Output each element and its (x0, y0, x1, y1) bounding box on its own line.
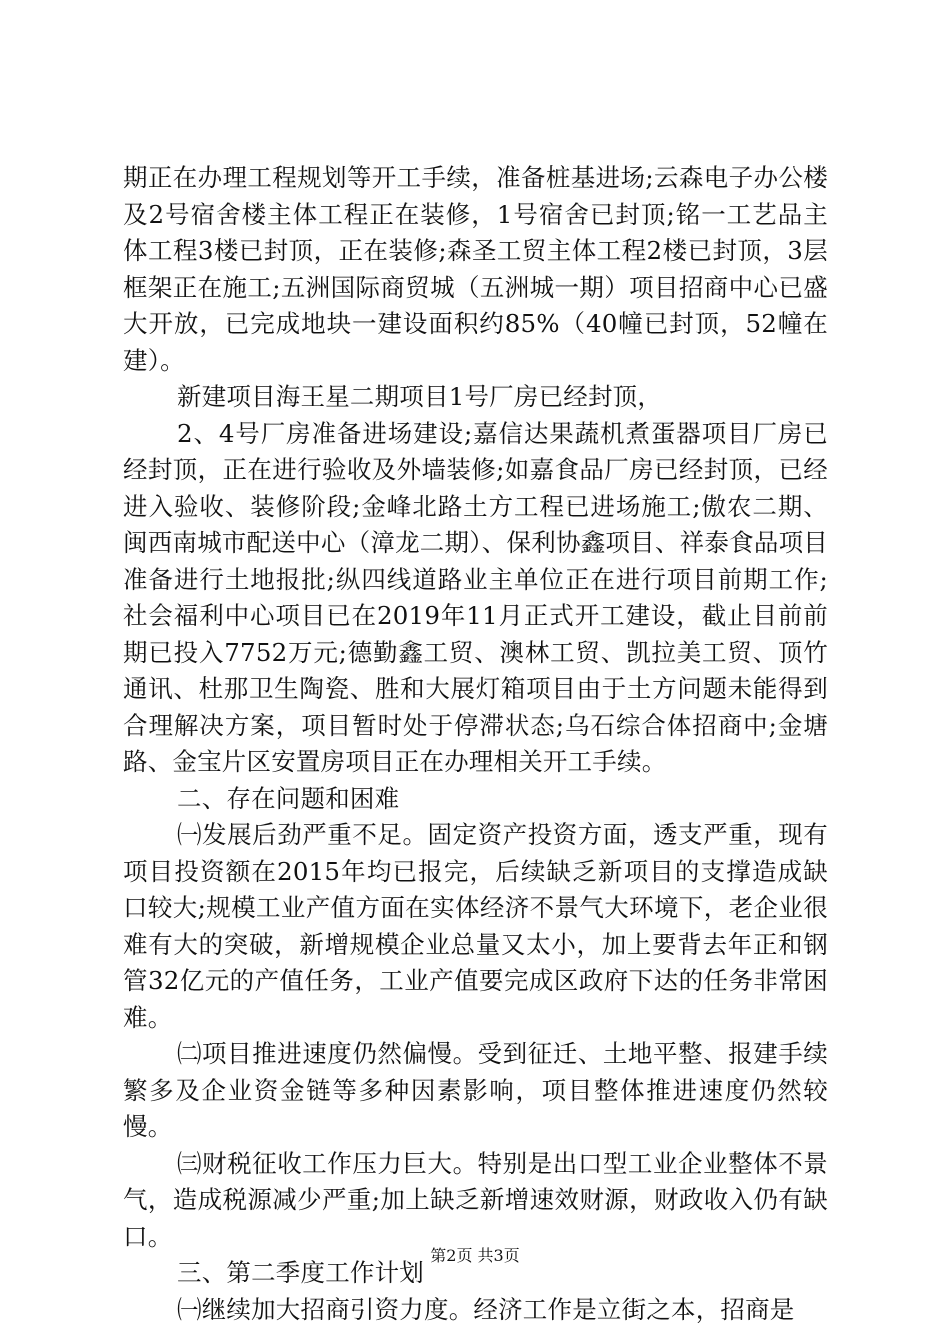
paragraph-project-progress: 期正在办理工程规划等开工手续，准备桩基进场;云森电子办公楼及2号宿舍楼主体工程正在装修，1号宿舍已封顶;铭一工艺品主体工程3楼已封顶，正在装修;森圣工贸主体工程2楼已封顶，3层框架正在施工;五洲国际商贸城（五洲城一期）项目招商中心已盛大开放，已完成地块一建设面积约85%（40幢已封顶，52幢在建）。 (123, 163, 828, 375)
section-heading-problems: 二、存在问题和困难 (177, 783, 400, 813)
paragraph-problem-1: ㈠发展后劲严重不足。固定资产投资方面，透支严重，现有项目投资额在2015年均已报完，后续缺乏新项目的支撑造成缺口较大;规模工业产值方面在实体经济不景气大环境下，老企业很难有大的突破，新增规模企业总量又太小，加上要背去年正和钢管32亿元的产值任务，工业产值要完成区政府下达的任务非常困难。 (123, 820, 828, 1032)
paragraph-new-projects-detail: 2、4号厂房准备进场建设;嘉信达果蔬机煮蛋器项目厂房已经封顶，正在进行验收及外墙装修;如嘉食品厂房已经封顶，已经进入验收、装修阶段;金峰北路土方工程已进场施工;傲农二期、闽西南城市配送中心（漳龙二期）、保利协鑫项目、祥泰食品项目准备进行土地报批;纵四线道路业主单位正在进行项目前期工作;社会福利中心项目已在2019年11月正式开工建设，截止目前前期已投入7752万元;德勤鑫工贸、澳林工贸、凯拉美工贸、顶竹通讯、杜那卫生陶瓷、胜和大展灯箱项目由于土方问题未能得到合理解决方案，项目暂时处于停滞状态;乌石综合体招商中;金塘路、金宝片区安置房项目正在办理相关开工手续。 (123, 418, 828, 776)
paragraph-new-projects-intro: 新建项目海王星二期项目1号厂房已经封顶， (177, 382, 663, 411)
paragraph-problem-2: ㈡项目推进速度仍然偏慢。受到征迁、土地平整、报建手续繁多及企业资金链等多种因素影响，项目整体推进速度仍然较慢。 (123, 1039, 828, 1141)
document-body (123, 160, 828, 1328)
page-footer: 第2页 共3页 (430, 1246, 520, 1265)
section-heading-q2-plan: 三、第二季度工作计划 (177, 1258, 424, 1287)
paragraph-plan-1: ㈠继续加大招商引资力度。经济工作是立街之本，招商是 (177, 1294, 795, 1324)
paragraph-problem-3: ㈢财税征收工作压力巨大。特别是出口型工业企业整体不景气，造成税源减少严重;加上缺乏新增速效财源，财政收入仍有缺口。 (123, 1148, 828, 1251)
